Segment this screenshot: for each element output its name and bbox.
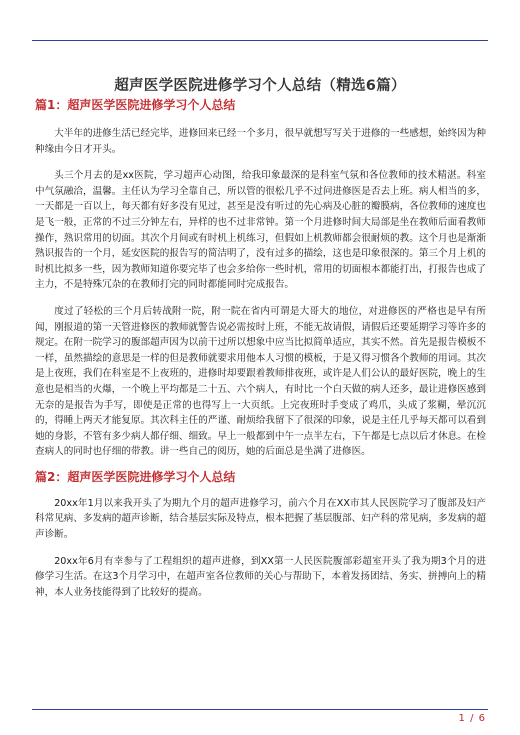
paragraph: 度过了轻松的三个月后转战附一院，附一院在省内可谓是大哥大的地位，对进修医的严格也是早有所闻，刚报道的第一天管进修医的教师就警告说必需按时上班，不能无故请假，请假后还要延期学习等许多的规定。在附一院学习的腹部超声因为以前干过所以想象中应当比拟简单适应，其实不然。首先是报告模板不一样，虽然描绘的意思是一样的但是教师就要求用他本人习惯的模板，于是又得习惯各个教师的用词。其次是上夜班，我们在科室是不上夜班的，进修时却要跟着教师排夜班，或许是人们公认的最好医院，晚上的生意也是相当的火爆，一个晚上平均都是二十五、六个病人，有时比一个白天做的病人还多，最让进修医感到无奈的是报告为手写，即使是正常的也得写上一大页纸。上完夜班时手变成了鸡爪，头成了浆糊，晕沉沉的，得睡上两天才能复原。其次科主任的严谨、耐烦给我留下了很深的印象，说是主任几乎每天都可以看到她的身影，不管有多少病人都仔细、细致。早上一般都到中午一点半左右，下午都是七点以后才休息。在检查病人的同时也仔细的带教。讲一些自己的阅历，她的后面总是坐满了进修医。: [35, 305, 486, 458]
document-body: [35, 96, 486, 600]
section-heading: 篇2：超声医学医院进修学习个人总结: [35, 469, 236, 484]
page-number: 1 / 6: [458, 713, 486, 724]
paragraph: 大半年的进修生活已经完毕，进修回来已经一个多月，很早就想写写关于进修的一些感想，始终因为种种缘由今日才开头。: [35, 128, 486, 155]
section-heading: 篇1：超声医学医院进修学习个人总结: [35, 98, 236, 112]
footer-rule: [32, 709, 488, 710]
paragraph: 20xx年6月有幸参与了工程组织的超声进修，到XX第一人民医院腹部彩超室开头了我为期3个月的进修学习生活。在这3个月学习中，在超声室各位教师的关心与帮助下，本着发扬团结、务实、拼搏向上的精神，本人业务技能得到了比较好的提高。: [35, 555, 486, 598]
paragraph: 头三个月去的是xx医院，学习超声心动图，给我印象最深的是科室气氛和各位教师的技术精湛。科室中气氛融洽，温馨。主任认为学习全靠自己，所以管的很松几乎不过问进修医是否去上班。病人相当的多，一天都是一百以上，每天都有好多没有见过，甚至是没有听过的先心病及心脏的瓣膜病，各位教师的速度也是飞一般，正常的不过三分钟左右，异样的也不过非常钟。第一个月进修时间大局部是坐在教师后面看教师操作，熟识常用的切面。其次个月间或有时机上机练习，但假如上机教师都会很耐烦的教。这个月也是渐渐熟识报告的一个月，延安医院的报告写的简洁明了，没有过多的描绘，这也是印象很深的。第三个月上机的时机比拟多一些，因为教师知道你要完毕了也会多给你一些时机，常用的切面根本都能打出，打报告也成了主力，不是特殊冗杂的在教师打完的同时都能同时完成报告。: [35, 170, 486, 291]
header-rule: [32, 40, 488, 41]
paragraph: 20xx年1月以来我开头了为期九个月的超声进修学习，前六个月在XX市其人民医院学习了腹部及妇产科常见病、多发病的超声诊断，结合基层实际及特点，根本把握了基层腹部、妇产科的常见病，多发病的超声诊断。: [35, 497, 486, 541]
document-title: 超声医学医院进修学习个人总结（精选6篇）: [114, 77, 406, 94]
